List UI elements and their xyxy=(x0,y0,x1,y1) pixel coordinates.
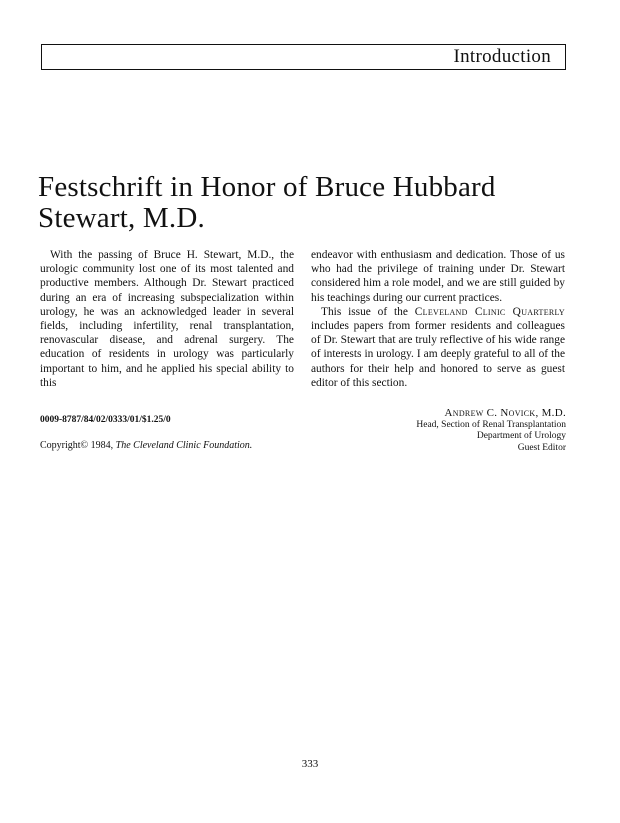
paragraph-text: includes papers from former residents and colleagues of Dr. Stewart that are truly reflective of his wide range of interests in urology. I am deeply grateful to all of the authors for their help and honored to serve as guest editor of this section. xyxy=(311,320,565,389)
copyright-org: The Cleveland Clinic Foundation. xyxy=(115,440,253,451)
editor-title: Head, Section of Renal Transplantation xyxy=(416,419,566,430)
body-paragraph: With the passing of Bruce H. Stewart, M.D., the urologic community lost one of its most talented and productive members. Although Dr. Stewart practiced during an era of increasing subspecialization within urology, he was an acknowledged leader in several fields, including infertility, renal transplantation, renovascular disease, and adrenal surgery. The education of residents in urology was particularly important to him, and he applied his special ability to this xyxy=(40,249,294,389)
text-column-right xyxy=(311,248,565,390)
text-column-left xyxy=(40,248,294,390)
journal-name: Cleveland Clinic Quarterly xyxy=(414,305,565,318)
section-header-box xyxy=(41,44,566,70)
section-label: Introduction xyxy=(453,46,551,67)
copyright-text: Copyright© 1984, xyxy=(40,440,116,451)
paragraph-text: This issue of the xyxy=(321,305,415,318)
document-code: 0009-8787/84/02/0333/01/$1.25/0 xyxy=(40,415,171,425)
editor-name: Andrew C. Novick, M.D. xyxy=(444,407,566,419)
body-paragraph-continued: endeavor with enthusiasm and dedication. Those of us who had the privilege of training under Dr. Stewart considered him a role model, and we are still guided by his teachings during our current practices. xyxy=(311,249,565,304)
copyright-notice xyxy=(40,440,252,451)
article-title: Festschrift in Honor of Bruce Hubbard Stewart, M.D. xyxy=(38,171,496,234)
editor-department: Department of Urology xyxy=(476,431,566,441)
editor-role: Guest Editor xyxy=(517,442,566,453)
body-paragraph xyxy=(311,305,565,390)
page-number: 333 xyxy=(301,758,319,770)
editor-signature xyxy=(416,408,566,454)
